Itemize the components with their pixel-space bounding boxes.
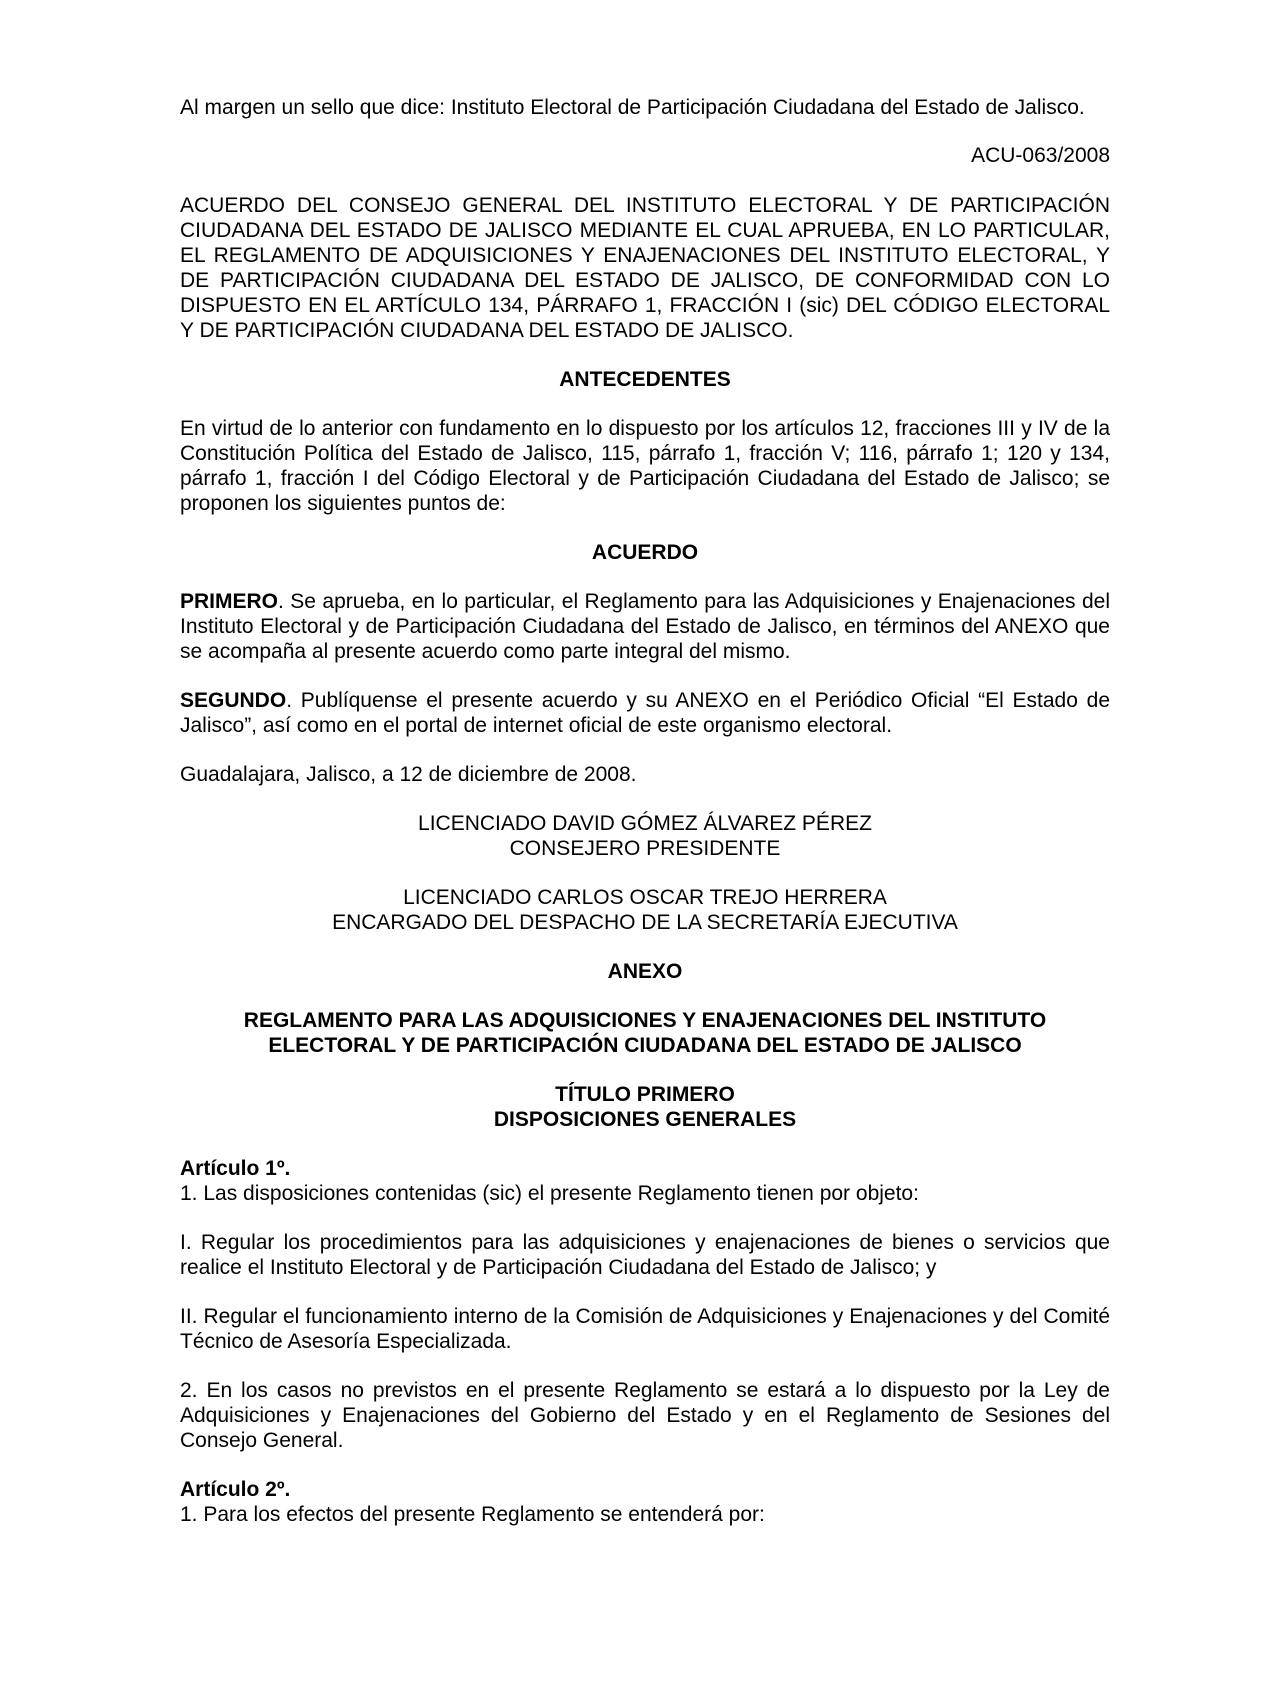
antecedentes-paragraph: En virtud de lo anterior con fundamento en lo dispuesto por los artículos 12, fracciones III y IV de la Constitución Política del Estado de Jalisco, 115, párrafo 1, fracción V; 116, párrafo 1; 120 y 134, párrafo 1, fracción I del Código Electoral y de Participación Ciudadana del Estado de Jalisco; se proponen los siguientes puntos de:	[180, 417, 1110, 515]
signature-block-2	[180, 885, 1110, 935]
titulo-heading	[180, 1082, 1110, 1132]
articulo-2-heading: Artículo 2º.	[180, 1478, 291, 1501]
segundo-paragraph	[180, 688, 1110, 738]
signature-block-1	[180, 811, 1110, 861]
signatory-1-name: LICENCIADO DAVID GÓMEZ ÁLVAREZ PÉREZ	[418, 812, 872, 835]
signatory-2-name: LICENCIADO CARLOS OSCAR TREJO HERRERA	[403, 886, 887, 909]
signatory-1-role: CONSEJERO PRESIDENTE	[509, 837, 781, 860]
reference-number: ACU-063/2008	[971, 144, 1110, 167]
articulo-2	[180, 1477, 1110, 1527]
primero-text: . Se aprueba, en lo particular, el Reglamento para las Adquisiciones y Enajenaciones del Instituto Electoral y de Participación Ciudadana del Estado de Jalisco, en términos del ANEXO que se acompaña al presente acuerdo como parte integral del mismo.	[180, 590, 1110, 663]
signatory-2-role: ENCARGADO DEL DESPACHO DE LA SECRETARÍA EJECUTIVA	[332, 911, 958, 934]
document-body	[180, 95, 1110, 1527]
primero-paragraph	[180, 589, 1110, 664]
segundo-label: SEGUNDO	[180, 689, 287, 712]
primero-label: PRIMERO	[180, 590, 279, 613]
titulo-line-2: DISPOSICIONES GENERALES	[493, 1108, 797, 1131]
titulo-line-1: TÍTULO PRIMERO	[555, 1083, 735, 1106]
articulo-1-paragraph-2: 2. En los casos no previstos en el presente Reglamento se estará a lo dispuesto por la Ley de Adquisiciones y Enajenaciones del Gobierno del Estado y en el Reglamento de Sesiones del Consejo General.	[180, 1379, 1110, 1452]
seal-note: Al margen un sello que dice: Instituto Electoral de Participación Ciudadana del Estado de Jalisco.	[180, 96, 1085, 119]
anexo-heading: ANEXO	[607, 960, 683, 983]
reglamento-title-line-1: REGLAMENTO PARA LAS ADQUISICIONES Y ENAJENACIONES DEL INSTITUTO	[243, 1009, 1047, 1032]
segundo-text: . Publíquense el presente acuerdo y su ANEXO en el Periódico Oficial “El Estado de Jalisco”, así como en el portal de internet oficial de este organismo electoral.	[180, 689, 1110, 737]
agreement-title: ACUERDO DEL CONSEJO GENERAL DEL INSTITUTO ELECTORAL Y DE PARTICIPACIÓN CIUDADANA DEL ESTADO DE JALISCO MEDIANTE EL CUAL APRUEBA, EN LO PARTICULAR, EL REGLAMENTO DE ADQUISICIONES Y ENAJENACIONES DEL INSTITUTO ELECTORAL, Y DE PARTICIPACIÓN CIUDADANA DEL ESTADO DE JALISCO, DE CONFORMIDAD CON LO DISPUESTO EN EL ARTÍCULO 134, PÁRRAFO 1, FRACCIÓN I (sic) DEL CÓDIGO ELECTORAL Y DE PARTICIPACIÓN CIUDADANA DEL ESTADO DE JALISCO.	[180, 194, 1110, 342]
articulo-1-heading: Artículo 1º.	[180, 1157, 291, 1180]
antecedentes-heading: ANTECEDENTES	[559, 368, 731, 391]
articulo-1-fraccion-1: I. Regular los procedimientos para las adquisiciones y enajenaciones de bienes o servicios que realice el Instituto Electoral y de Participación Ciudadana del Estado de Jalisco; y	[180, 1231, 1110, 1279]
articulo-2-paragraph-1: 1. Para los efectos del presente Reglamento se entenderá por:	[180, 1503, 765, 1526]
acuerdo-heading: ACUERDO	[591, 541, 699, 564]
articulo-1	[180, 1156, 1110, 1206]
place-date: Guadalajara, Jalisco, a 12 de diciembre de 2008.	[180, 763, 637, 786]
articulo-1-paragraph-1: 1. Las disposiciones contenidas (sic) el presente Reglamento tienen por objeto:	[180, 1182, 919, 1205]
reglamento-title-line-2: ELECTORAL Y DE PARTICIPACIÓN CIUDADANA DEL ESTADO DE JALISCO	[268, 1034, 1022, 1057]
articulo-1-fraccion-2: II. Regular el funcionamiento interno de la Comisión de Adquisiciones y Enajenaciones y del Comité Técnico de Asesoría Especializada.	[180, 1305, 1110, 1353]
reglamento-title	[180, 1008, 1110, 1058]
